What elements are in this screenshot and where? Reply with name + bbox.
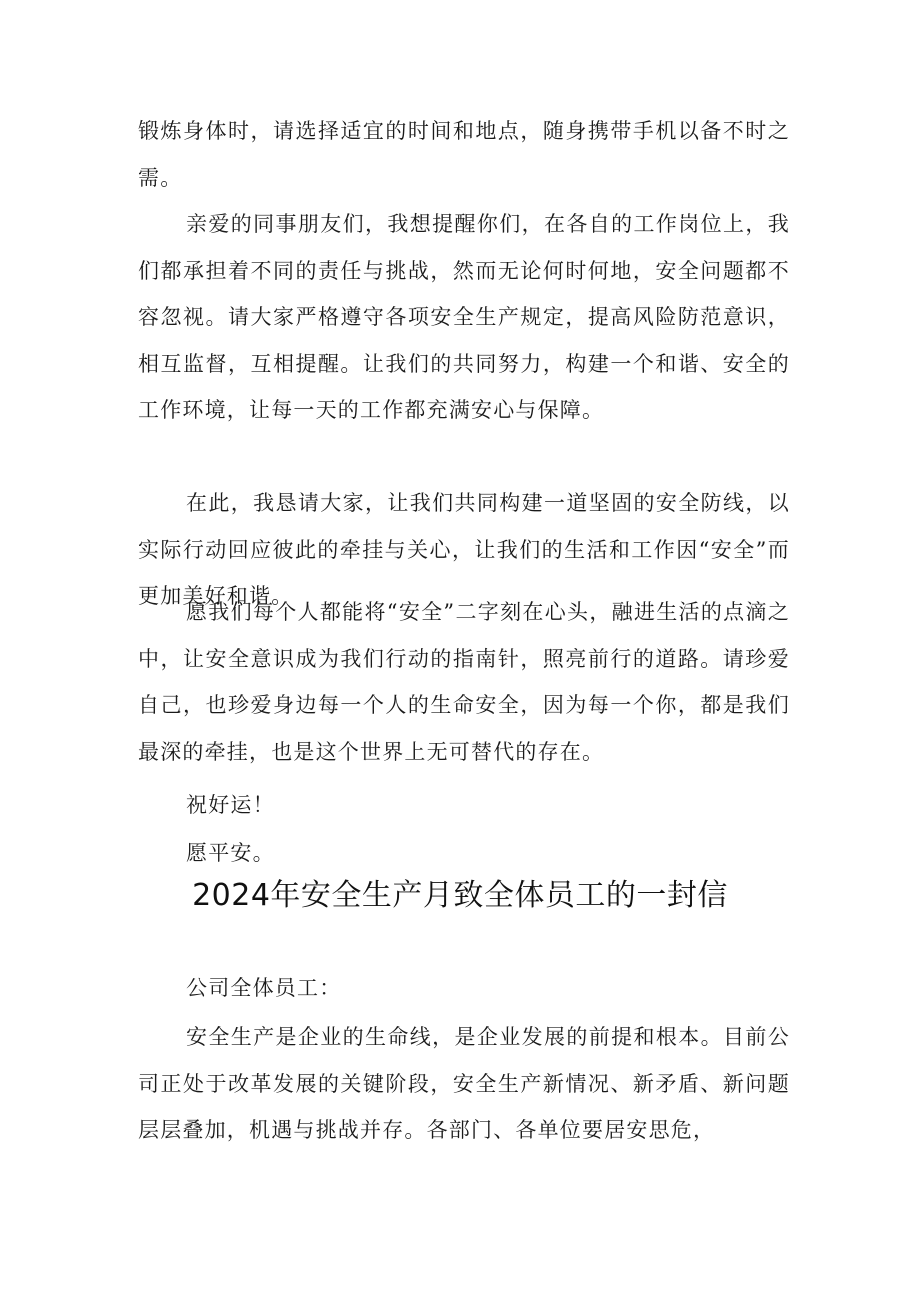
- paragraph-safety-in-heart: 愿我们每个人都能将“安全”二字刻在心头，融进生活的点滴之中，让安全意识成为我们行动的指南针，照亮前行的道路。请珍爱自己，也珍爱身边每一个人的生命安全，因为每一个你，都是我们最深的牵挂，也是这个世界上无可替代的存在。: [138, 600, 790, 764]
- paragraph-reminder-safety: 亲爱的同事朋友们，我想提醒你们，在各自的工作岗位上，我们都承担着不同的责任与挑战，然而无论何时何地，安全问题都不容忽视。请大家严格遵守各项安全生产规定，提高风险防范意识，相互监督，互相提醒。让我们的共同努力，构建一个和谐、安全的工作环境，让每一天的工作都充满安心与保障。: [138, 212, 790, 422]
- closing-peace: 愿平安。: [186, 841, 275, 865]
- letter-title: 2024年安全生产月致全体员工的一封信: [192, 878, 728, 913]
- paragraph-safety-defense: 在此，我恳请大家，让我们共同构建一道坚固的安全防线，以实际行动回应彼此的牵挂与关心，让我们的生活和工作因“安全”而更加美好和谐。: [138, 491, 790, 608]
- paragraph-continued-exercise: 锻炼身体时，请选择适宜的时间和地点，随身携带手机以备不时之需。: [138, 119, 790, 190]
- closing-good-luck: 祝好运！: [186, 793, 275, 817]
- letter-salutation: 公司全体员工：: [186, 976, 342, 1000]
- paragraph-safety-lifeline: 安全生产是企业的生命线，是企业发展的前提和根本。目前公司正处于改革发展的关键阶段，安全生产新情况、新矛盾、新问题层层叠加，机遇与挑战并存。各部门、各单位要居安思危，: [138, 1025, 790, 1142]
